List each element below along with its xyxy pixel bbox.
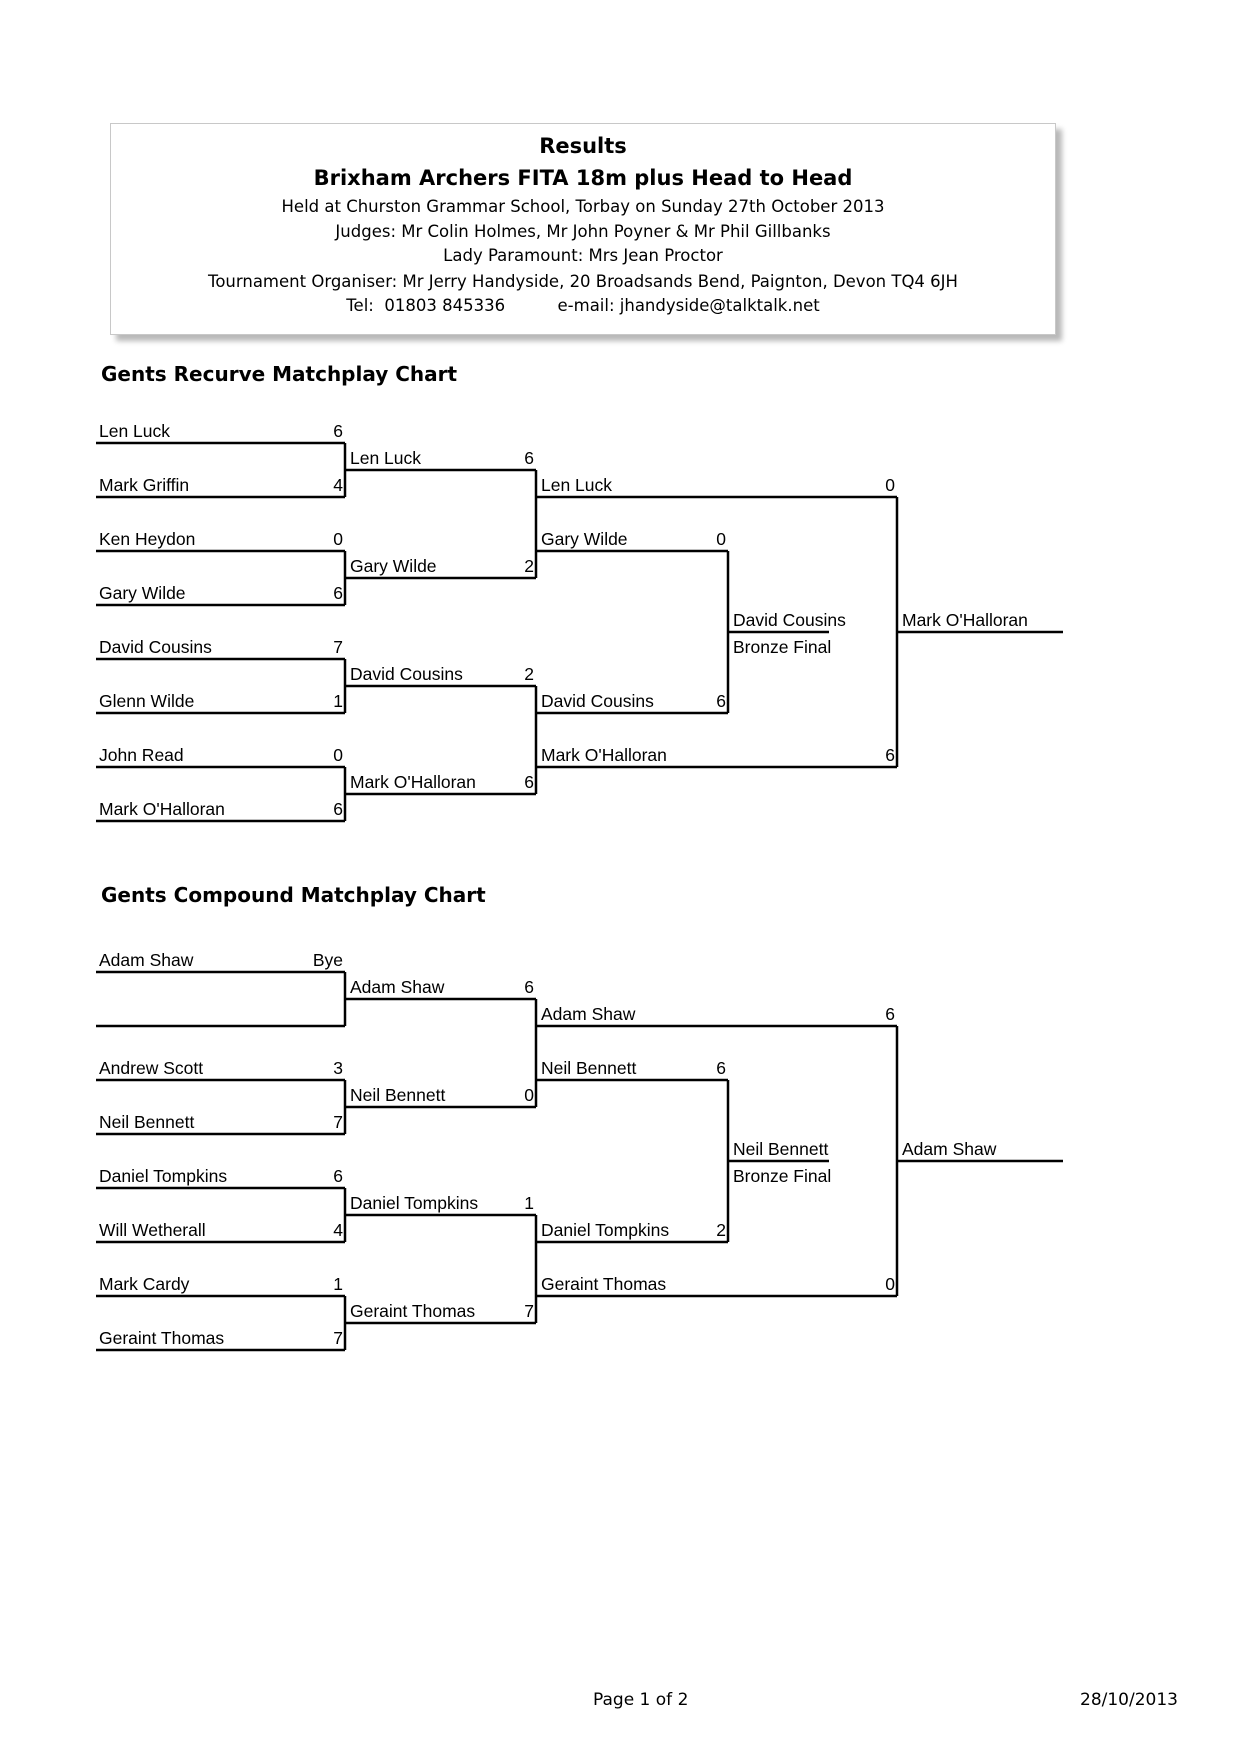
champion-name: Mark O'Halloran [902,610,1028,630]
finalist-name: Geraint Thomas [541,1274,667,1294]
round2-entrant-score: 6 [524,448,534,468]
finalist-name: Adam Shaw [541,1004,636,1024]
round2-entrant-name: David Cousins [350,664,463,684]
round2-entrant-name: Neil Bennett [350,1085,446,1105]
round1-entrant-score: 6 [333,421,343,441]
results-header-box [110,123,1056,335]
round1-entrant-score: 7 [333,637,343,657]
round1-entrant-name: Mark Griffin [99,475,190,495]
round1-entrant-score: 7 [333,1328,343,1348]
round1-entrant-name: Neil Bennett [99,1112,195,1132]
round1-entrant-name: Daniel Tompkins [99,1166,228,1186]
round1-entrant-score: 6 [333,1166,343,1186]
finalist-name: Len Luck [541,475,613,495]
bronze-winner-name: David Cousins [733,610,846,630]
round1-entrant-score: 0 [333,745,343,765]
bracket-lines [0,408,1240,828]
semi-loser-name: Neil Bennett [541,1058,637,1078]
round1-entrant-name: Len Luck [99,421,171,441]
semi-loser-score: 0 [716,529,726,549]
finalist-score: 6 [885,1004,895,1024]
round1-entrant-name: Will Wetherall [99,1220,206,1240]
page-number: Page 1 of 2 [593,1690,689,1710]
round2-entrant-name: Len Luck [350,448,422,468]
round1-entrant-name: John Read [99,745,184,765]
bronze-winner-name: Neil Bennett [733,1139,829,1159]
round1-entrant-score: 1 [333,1274,343,1294]
round1-entrant-score: 4 [333,475,343,495]
semi-loser-name: Daniel Tompkins [541,1220,670,1240]
semi-loser-name: Gary Wilde [541,529,628,549]
round1-entrant-name: Ken Heydon [99,529,196,549]
round2-entrant-score: 2 [524,664,534,684]
round1-entrant-name: Gary Wilde [99,583,186,603]
round1-entrant-name: Adam Shaw [99,950,194,970]
bronze-final-label: Bronze Final [733,1166,832,1186]
recurve-chart-title: Gents Recurve Matchplay Chart [101,362,458,386]
round1-entrant-score: 3 [333,1058,343,1078]
bronze-final-label: Bronze Final [733,637,832,657]
round2-entrant-name: Adam Shaw [350,977,445,997]
round2-entrant-score: 1 [524,1193,534,1213]
round1-entrant-score: 6 [333,583,343,603]
semi-loser-score: 2 [716,1220,726,1240]
finalist-name: Mark O'Halloran [541,745,667,765]
round1-entrant-score: 0 [333,529,343,549]
finalist-score: 0 [885,1274,895,1294]
round2-entrant-score: 0 [524,1085,534,1105]
round1-entrant-name: Mark Cardy [99,1274,190,1294]
round1-entrant-name: Mark O'Halloran [99,799,225,819]
round1-entrant-name: Geraint Thomas [99,1328,225,1348]
semi-loser-score: 6 [716,691,726,711]
judges-line: Judges: Mr Colin Holmes, Mr John Poyner & Mr Phil Gillbanks [335,222,831,241]
results-title: Results [539,134,627,158]
finalist-score: 6 [885,745,895,765]
lady-paramount-line: Lady Paramount: Mrs Jean Proctor [443,246,723,265]
round1-entrant-score: 7 [333,1112,343,1132]
round2-entrant-score: 2 [524,556,534,576]
round1-entrant-score: Bye [312,950,343,970]
round2-entrant-name: Geraint Thomas [350,1301,476,1321]
round2-entrant-name: Mark O'Halloran [350,772,476,792]
semi-loser-name: David Cousins [541,691,654,711]
round1-entrant-score: 6 [333,799,343,819]
semi-loser-score: 6 [716,1058,726,1078]
round1-entrant-name: Glenn Wilde [99,691,195,711]
round1-entrant-name: Andrew Scott [99,1058,204,1078]
bracket-lines [0,937,1240,1357]
organiser-line: Tournament Organiser: Mr Jerry Handyside, 20 Broadsands Bend, Paignton, Devon TQ4 6JH [208,272,958,291]
event-title: Brixham Archers FITA 18m plus Head to Head [313,166,853,190]
round1-entrant-score: 4 [333,1220,343,1240]
round2-entrant-name: Daniel Tompkins [350,1193,479,1213]
compound-chart-title: Gents Compound Matchplay Chart [101,883,486,907]
finalist-score: 0 [885,475,895,495]
round2-entrant-name: Gary Wilde [350,556,437,576]
compound-bracket [0,937,1240,1357]
recurve-bracket [0,408,1240,828]
champion-name: Adam Shaw [902,1139,997,1159]
round2-entrant-score: 6 [524,772,534,792]
round1-entrant-score: 1 [333,691,343,711]
round2-entrant-score: 6 [524,977,534,997]
round1-entrant-name: David Cousins [99,637,212,657]
round2-entrant-score: 7 [524,1301,534,1321]
contact-line: Tel: 01803 845336 e-mail: jhandyside@talktalk.net [346,296,820,315]
venue-line: Held at Churston Grammar School, Torbay on Sunday 27th October 2013 [281,197,885,216]
print-date: 28/10/2013 [1080,1690,1178,1710]
